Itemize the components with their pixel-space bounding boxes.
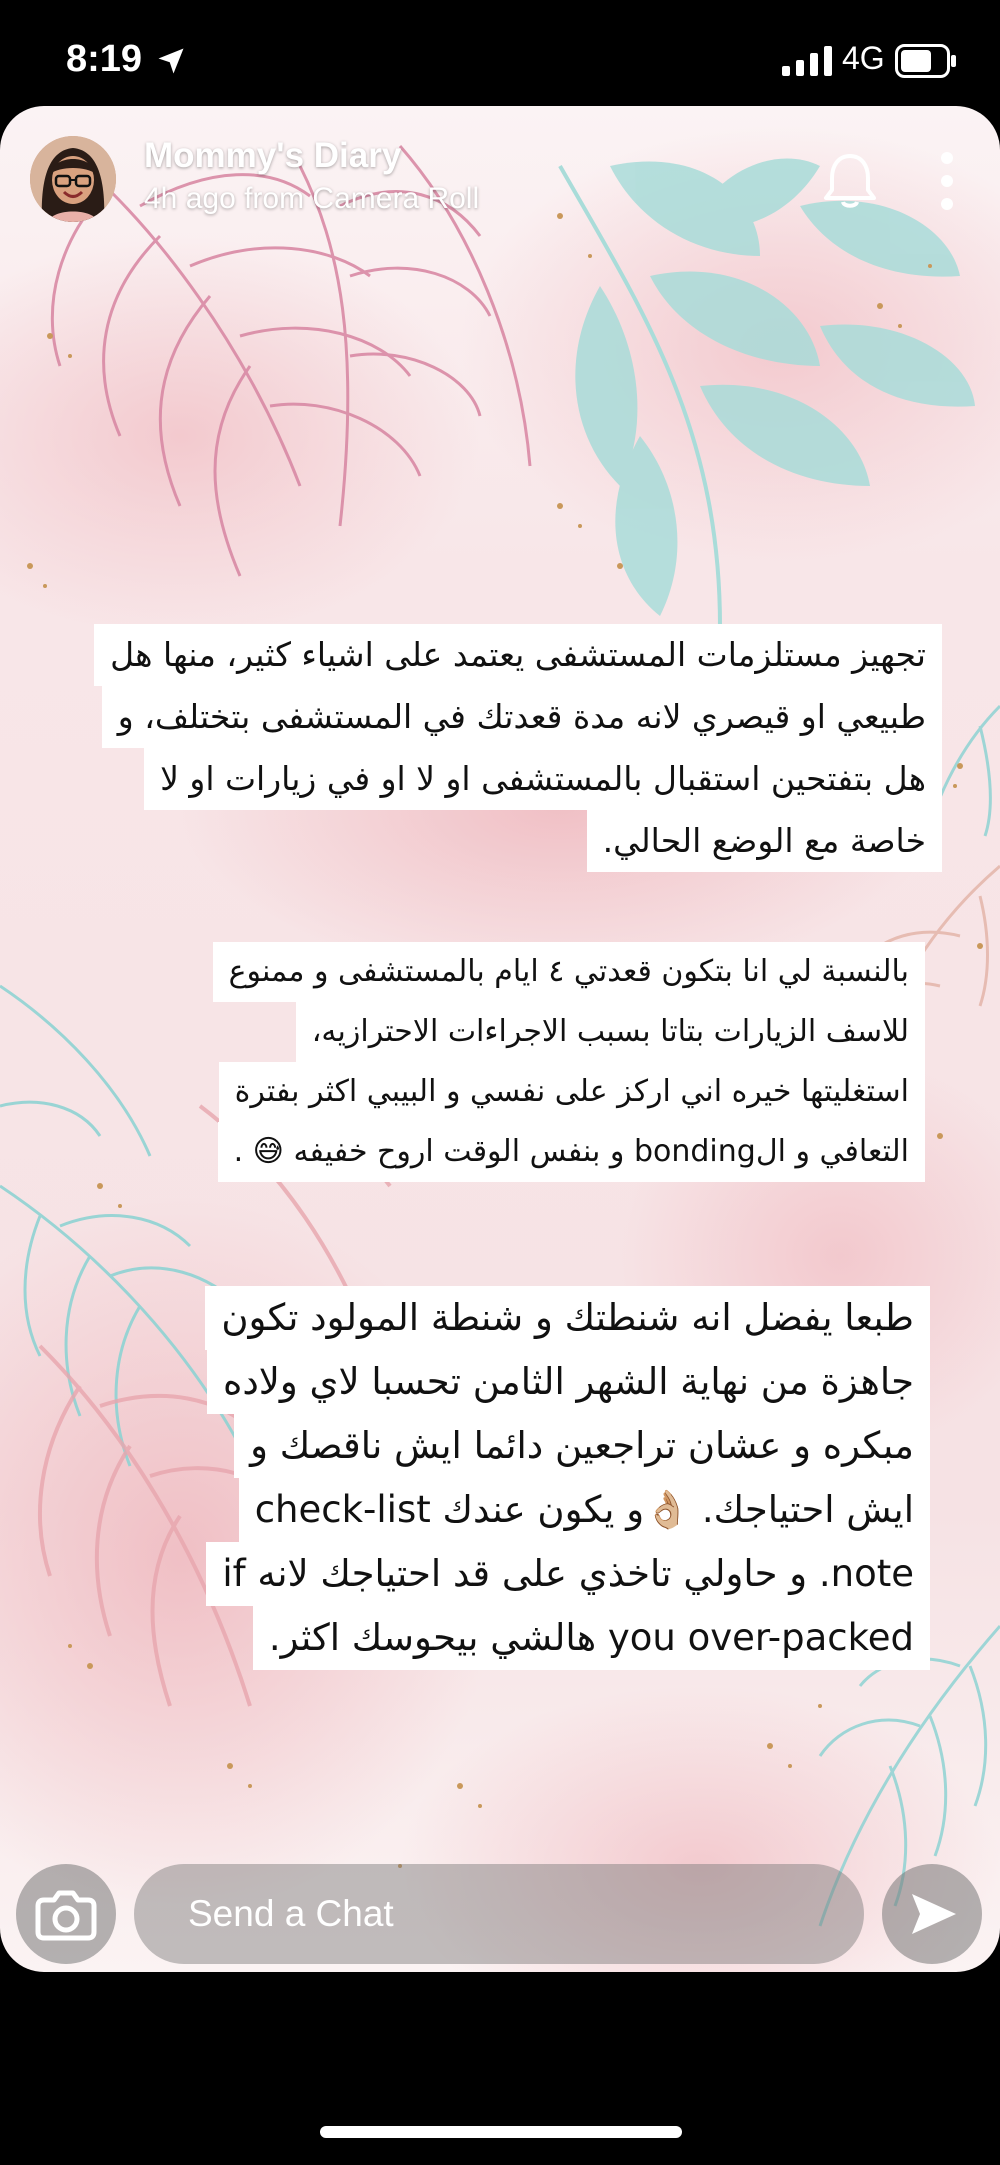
- story-title[interactable]: Mommy's Diary: [144, 136, 402, 175]
- story-view[interactable]: [0, 106, 1000, 1972]
- caption-line: التعافي و الbonding و بنفس الوقت اروح خفيفه 😅 .: [218, 1122, 925, 1182]
- caption-line: خاصة مع الوضع الحالي.: [587, 810, 942, 872]
- caption-line: مبكره و عشان تراجعين دائما ايش ناقصك و: [234, 1414, 930, 1478]
- status-bar: [0, 0, 1000, 110]
- caption-line: هل بتفتحين استقبال بالمستشفى او لا او في زيارات او لا: [144, 748, 942, 810]
- caption-block-1: [22, 624, 942, 872]
- network-type: 4G: [842, 40, 885, 76]
- caption-line: جاهزة من نهاية الشهر الثامن تحسبا لاي ولاده: [207, 1350, 930, 1414]
- chat-bar: [0, 1846, 1000, 1972]
- send-button[interactable]: [882, 1864, 982, 1964]
- bell-icon[interactable]: [822, 150, 878, 210]
- caption-line: بالنسبة لي انا بتكون قعدتي ٤ ايام بالمستشفى و ممنوع: [213, 942, 925, 1002]
- caption-line: you over-packed هالشي بيحوسك اكثر.: [253, 1606, 930, 1670]
- caption-block-2: [110, 942, 925, 1182]
- battery-icon: [895, 44, 957, 78]
- caption-line: طبعا يفضل انه شنطتك و شنطة المولود تكون: [205, 1286, 930, 1350]
- signal-bars-icon: [782, 46, 834, 76]
- caption-line: note. و حاولي تاخذي على قد احتياجك لانه if: [206, 1542, 930, 1606]
- avatar[interactable]: [30, 136, 116, 222]
- caption-block-3: [150, 1286, 930, 1670]
- bitmoji-avatar-icon: [30, 136, 116, 222]
- caption-line: ايش احتياجك. 👌🏼و يكون عندك check-list: [239, 1478, 930, 1542]
- caption-line: طبيعي او قيصري لانه مدة قعدتك في المستشفى بتختلف، و: [102, 686, 942, 748]
- camera-icon: [16, 1864, 116, 1964]
- status-time: 8:19: [66, 38, 143, 80]
- story-subtitle: 4h ago from Camera Roll: [144, 182, 480, 215]
- more-vertical-icon[interactable]: [936, 150, 958, 212]
- send-chat-input[interactable]: Send a Chat: [134, 1864, 864, 1964]
- send-arrow-icon: [882, 1864, 982, 1964]
- caption-line: للاسف الزيارات بتاتا بسبب الاجراءات الاحترازيه،: [296, 1002, 925, 1062]
- camera-button[interactable]: [16, 1864, 116, 1964]
- location-arrow-icon: [156, 46, 186, 76]
- story-header: [0, 106, 1000, 256]
- caption-line: استغليتها خيره اني اركز على نفسي و البيبي اكثر بفترة: [219, 1062, 925, 1122]
- caption-line: تجهيز مستلزمات المستشفى يعتمد على اشياء كثير، منها هل: [94, 624, 942, 686]
- home-indicator[interactable]: [320, 2126, 682, 2138]
